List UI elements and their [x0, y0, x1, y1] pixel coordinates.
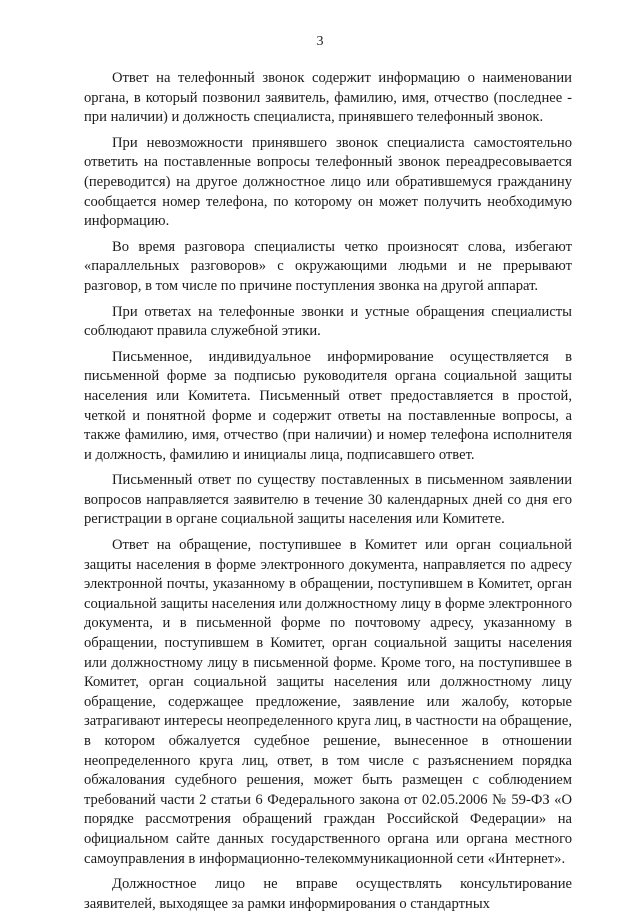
page-number: 3 [316, 34, 324, 49]
paragraph-consulting-limits: Должностное лицо не вправе осуществлять консультирование заявителей, выходящее за рамки информирования о стандартных [84, 876, 572, 912]
paragraph-service-ethics: При ответах на телефонные звонки и устные обращения специалисты соблюдают правила служебной этики. [84, 303, 572, 340]
document-body [84, 69, 572, 914]
paragraph-written-informing: Письменное, индивидуальное информирование осуществляется в письменной форме за подписью руководителя органа социальной защиты населения или Комитета. Письменный ответ предоставляется в простой, четкой и понятной форме и содержит ответы на поставленные вопросы, а также фамилию, имя, отчество (при наличии) и номер телефона исполнителя и должность, фамилию и инициалы лица, подписавшего ответ. [84, 348, 572, 463]
paragraph-phone-answer-content: Ответ на телефонный звонок содержит информацию о наименовании органа, в который позвонил заявитель, фамилию, имя, отчество (последнее - при наличии) и должность специалиста, принявшего телефонный звонок. [84, 70, 572, 126]
paragraph-call-redirect: При невозможности принявшего звонок специалиста самостоятельно ответить на поставленные вопросы телефонный звонок переадресовывается (переводится) на другое должностное лицо или обратившемуся гражданину сообщается номер телефона, по которому он может получить необходимую информацию. [84, 134, 572, 230]
paragraph-written-answer-term: Письменный ответ по существу поставленных в письменном заявлении вопросов направляется заявителю в течение 30 календарных дней со дня его регистрации в органе социальной защиты населения или Комитете. [84, 472, 572, 528]
paragraph-conversation-rules: Во время разговора специалисты четко произносят слова, избегают «параллельных разговоров» с окружающими людьми и не прерывают разговор, в том числе по причине поступления звонка на другой аппарат. [84, 238, 572, 294]
paragraph-electronic-answer: Ответ на обращение, поступившее в Комитет или орган социальной защиты населения в форме электронного документа, направляется по адресу электронной почты, указанному в обращении, поступившем в Комитет, орган социальной защиты населения или должностному лицу в форме электронного документа, и в письменной форме по почтовому адресу, указанному в обращении, поступившем в Комитет, орган социальной защиты населения или должностному лицу в письменной форме. Кроме того, на поступившее в Комитет, орган социальной защиты населения или должностному лицу обращение, содержащее предложение, заявление или жалобу, которые затрагивают интересы неопределенного круга лиц, в частности на обращение, в котором обжалуется судебное решение, вынесенное в отношении неопределенного круга лиц, ответ, в том числе с разъяснением порядка обжалования судебного решения, может быть размещен с соблюдением требований части 2 статьи 6 Федерального закона от 02.05.2006 № 59-ФЗ «О порядке рассмотрения обращений граждан Российской Федерации» на официальном сайте данных государственного органа или органа местного самоуправления в информационно-телекоммуникационной сети «Интернет». [84, 537, 572, 867]
